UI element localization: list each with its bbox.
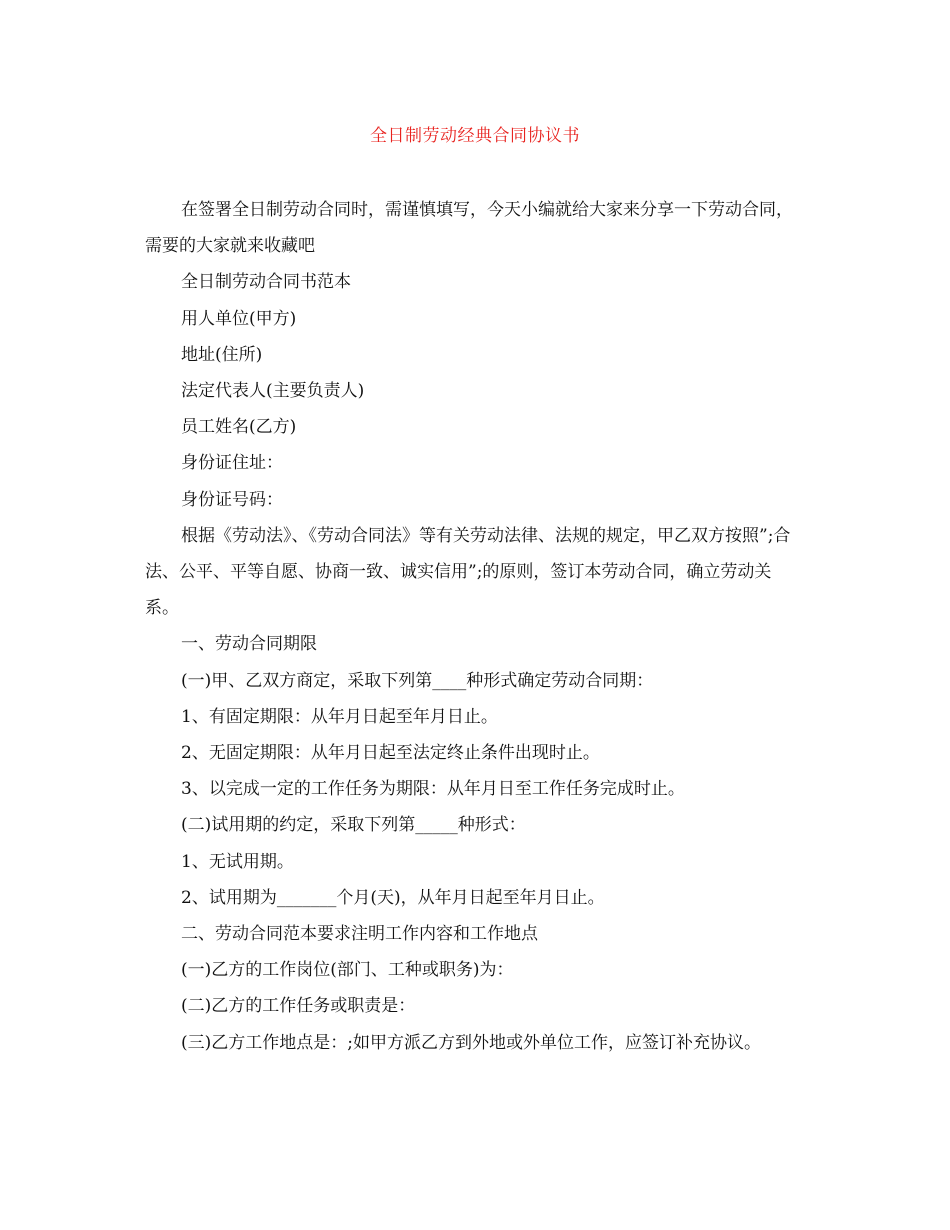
section-1-heading: 一、劳动合同期限 xyxy=(181,634,317,655)
address-line: 地址(住所) xyxy=(181,344,263,365)
clause-2-3: (三)乙方工作地点是：;如甲方派乙方到外地或外单位工作，应签订补充协议。 xyxy=(181,1032,761,1053)
clause-1-1: (一)甲、乙双方商定，采取下列第____种形式确定劳动合同期： xyxy=(181,670,654,691)
employer-line: 用人单位(甲方) xyxy=(181,308,297,329)
clause-2-2: (二)乙方的工作任务或职责是： xyxy=(181,996,416,1017)
option-no-probation: 1、无试用期。 xyxy=(181,851,294,872)
clause-2-1: (一)乙方的工作岗位(部门、工种或职务)为： xyxy=(181,960,514,981)
document-title: 全日制劳动经典合同协议书 xyxy=(370,126,580,146)
intro-paragraph: 在签署全日制劳动合同时，需谨慎填写，今天小编就给大家来分享一下劳动合同，需要的大家就来收藏吧 xyxy=(145,200,793,257)
clause-1-2: (二)试用期的约定，采取下列第_____种形式： xyxy=(181,815,526,836)
option-open-term: 2、无固定期限：从年月日起至法定终止条件出现时止。 xyxy=(181,743,600,764)
document-body xyxy=(145,192,805,1061)
basis-paragraph: 根据《劳动法》、《劳动合同法》等有关劳动法律、法规的规定，甲乙双方按照”;合法、公平、平等自愿、协商一致、诚实信用”;的原则，签订本劳动合同，确立劳动关系。 xyxy=(145,525,791,619)
employee-name-line: 员工姓名(乙方) xyxy=(181,417,297,438)
option-fixed-term: 1、有固定期限：从年月日起至年月日止。 xyxy=(181,706,498,727)
id-number-line: 身份证号码： xyxy=(181,489,283,510)
template-heading: 全日制劳动合同书范本 xyxy=(181,272,351,293)
legal-representative-line: 法定代表人(主要负责人) xyxy=(181,381,365,402)
option-probation-period: 2、试用期为_______个月(天)，从年月日起至年月日止。 xyxy=(181,887,605,908)
option-task-term: 3、以完成一定的工作任务为期限：从年月日至工作任务完成时止。 xyxy=(181,779,685,800)
id-address-line: 身份证住址： xyxy=(181,453,283,474)
section-2-heading: 二、劳动合同范本要求注明工作内容和工作地点 xyxy=(181,924,538,945)
